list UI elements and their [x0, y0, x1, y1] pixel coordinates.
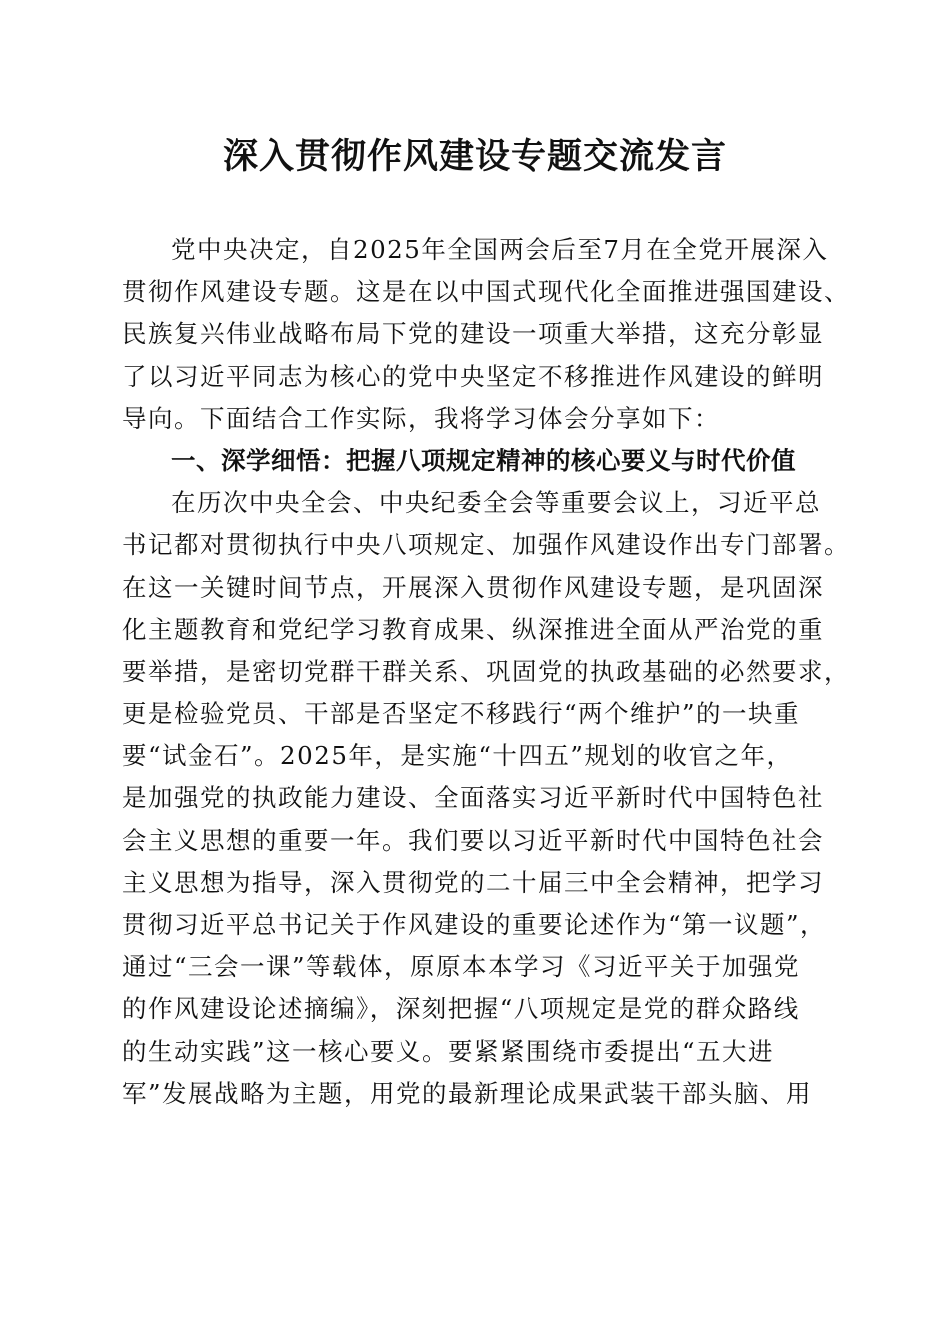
paragraph-line: 要举措，是密切党群干群关系、巩固党的执政基础的必然要求，: [122, 656, 850, 686]
paragraph-line: 更是检验党员、干部是否坚定不移践行“两个维护”的一块重: [122, 699, 801, 729]
paragraph-line: 主义思想为指导，深入贯彻党的二十届三中全会精神，把学习: [122, 867, 824, 897]
paragraph-line: 的生动实践”这一核心要义。要紧紧围绕市委提出“五大进: [122, 1036, 775, 1066]
paragraph-line: 通过“三会一课”等载体，原原本本学习《习近平关于加强党: [122, 952, 801, 982]
paragraph-line: 要“试金石”。2025年，是实施“十四五”规划的收官之年，: [122, 741, 793, 771]
paragraph-line: 是加强党的执政能力建设、全面落实习近平新时代中国特色社: [122, 783, 824, 813]
paragraph-line: 会主义思想的重要一年。我们要以习近平新时代中国特色社会: [122, 825, 824, 855]
document-body: [122, 229, 850, 1115]
paragraph-line: 在历次中央全会、中央纪委全会等重要会议上，习近平总: [171, 488, 821, 518]
paragraph-line: 书记都对贯彻执行中央八项规定、加强作风建设作出专门部署。: [122, 530, 850, 560]
document-title: 深入贯彻作风建设专题交流发言: [222, 136, 727, 177]
paragraph-line: 军”发展战略为主题，用党的最新理论成果武装干部头脑、用: [122, 1078, 813, 1108]
paragraph-line: 在这一关键时间节点，开展深入贯彻作风建设专题，是巩固深: [122, 572, 824, 602]
paragraph-line: 贯彻习近平总书记关于作风建设的重要论述作为“第一议题”，: [122, 910, 827, 939]
paragraph-line: 党中央决定，自2025年全国两会后至7月在全党开展深入: [171, 235, 829, 264]
paragraph-line: 贯彻作风建设专题。这是在以中国式现代化全面推进强国建设、: [122, 277, 850, 307]
paragraph-line: 化主题教育和党纪学习教育成果、纵深推进全面从严治党的重: [122, 614, 824, 644]
paragraph-line: 了以习近平同志为核心的党中央坚定不移推进作风建设的鲜明: [122, 361, 824, 391]
paragraph-line: 的作风建设论述摘编》，深刻把握“八项规定是党的群众路线: [122, 994, 800, 1024]
section-heading: 一、深学细悟：把握八项规定精神的核心要义与时代价值: [171, 445, 796, 475]
paragraph-line: 导向。下面结合工作实际，我将学习体会分享如下：: [122, 403, 720, 433]
paragraph-line: 民族复兴伟业战略布局下党的建设一项重大举措，这充分彰显: [122, 319, 824, 349]
